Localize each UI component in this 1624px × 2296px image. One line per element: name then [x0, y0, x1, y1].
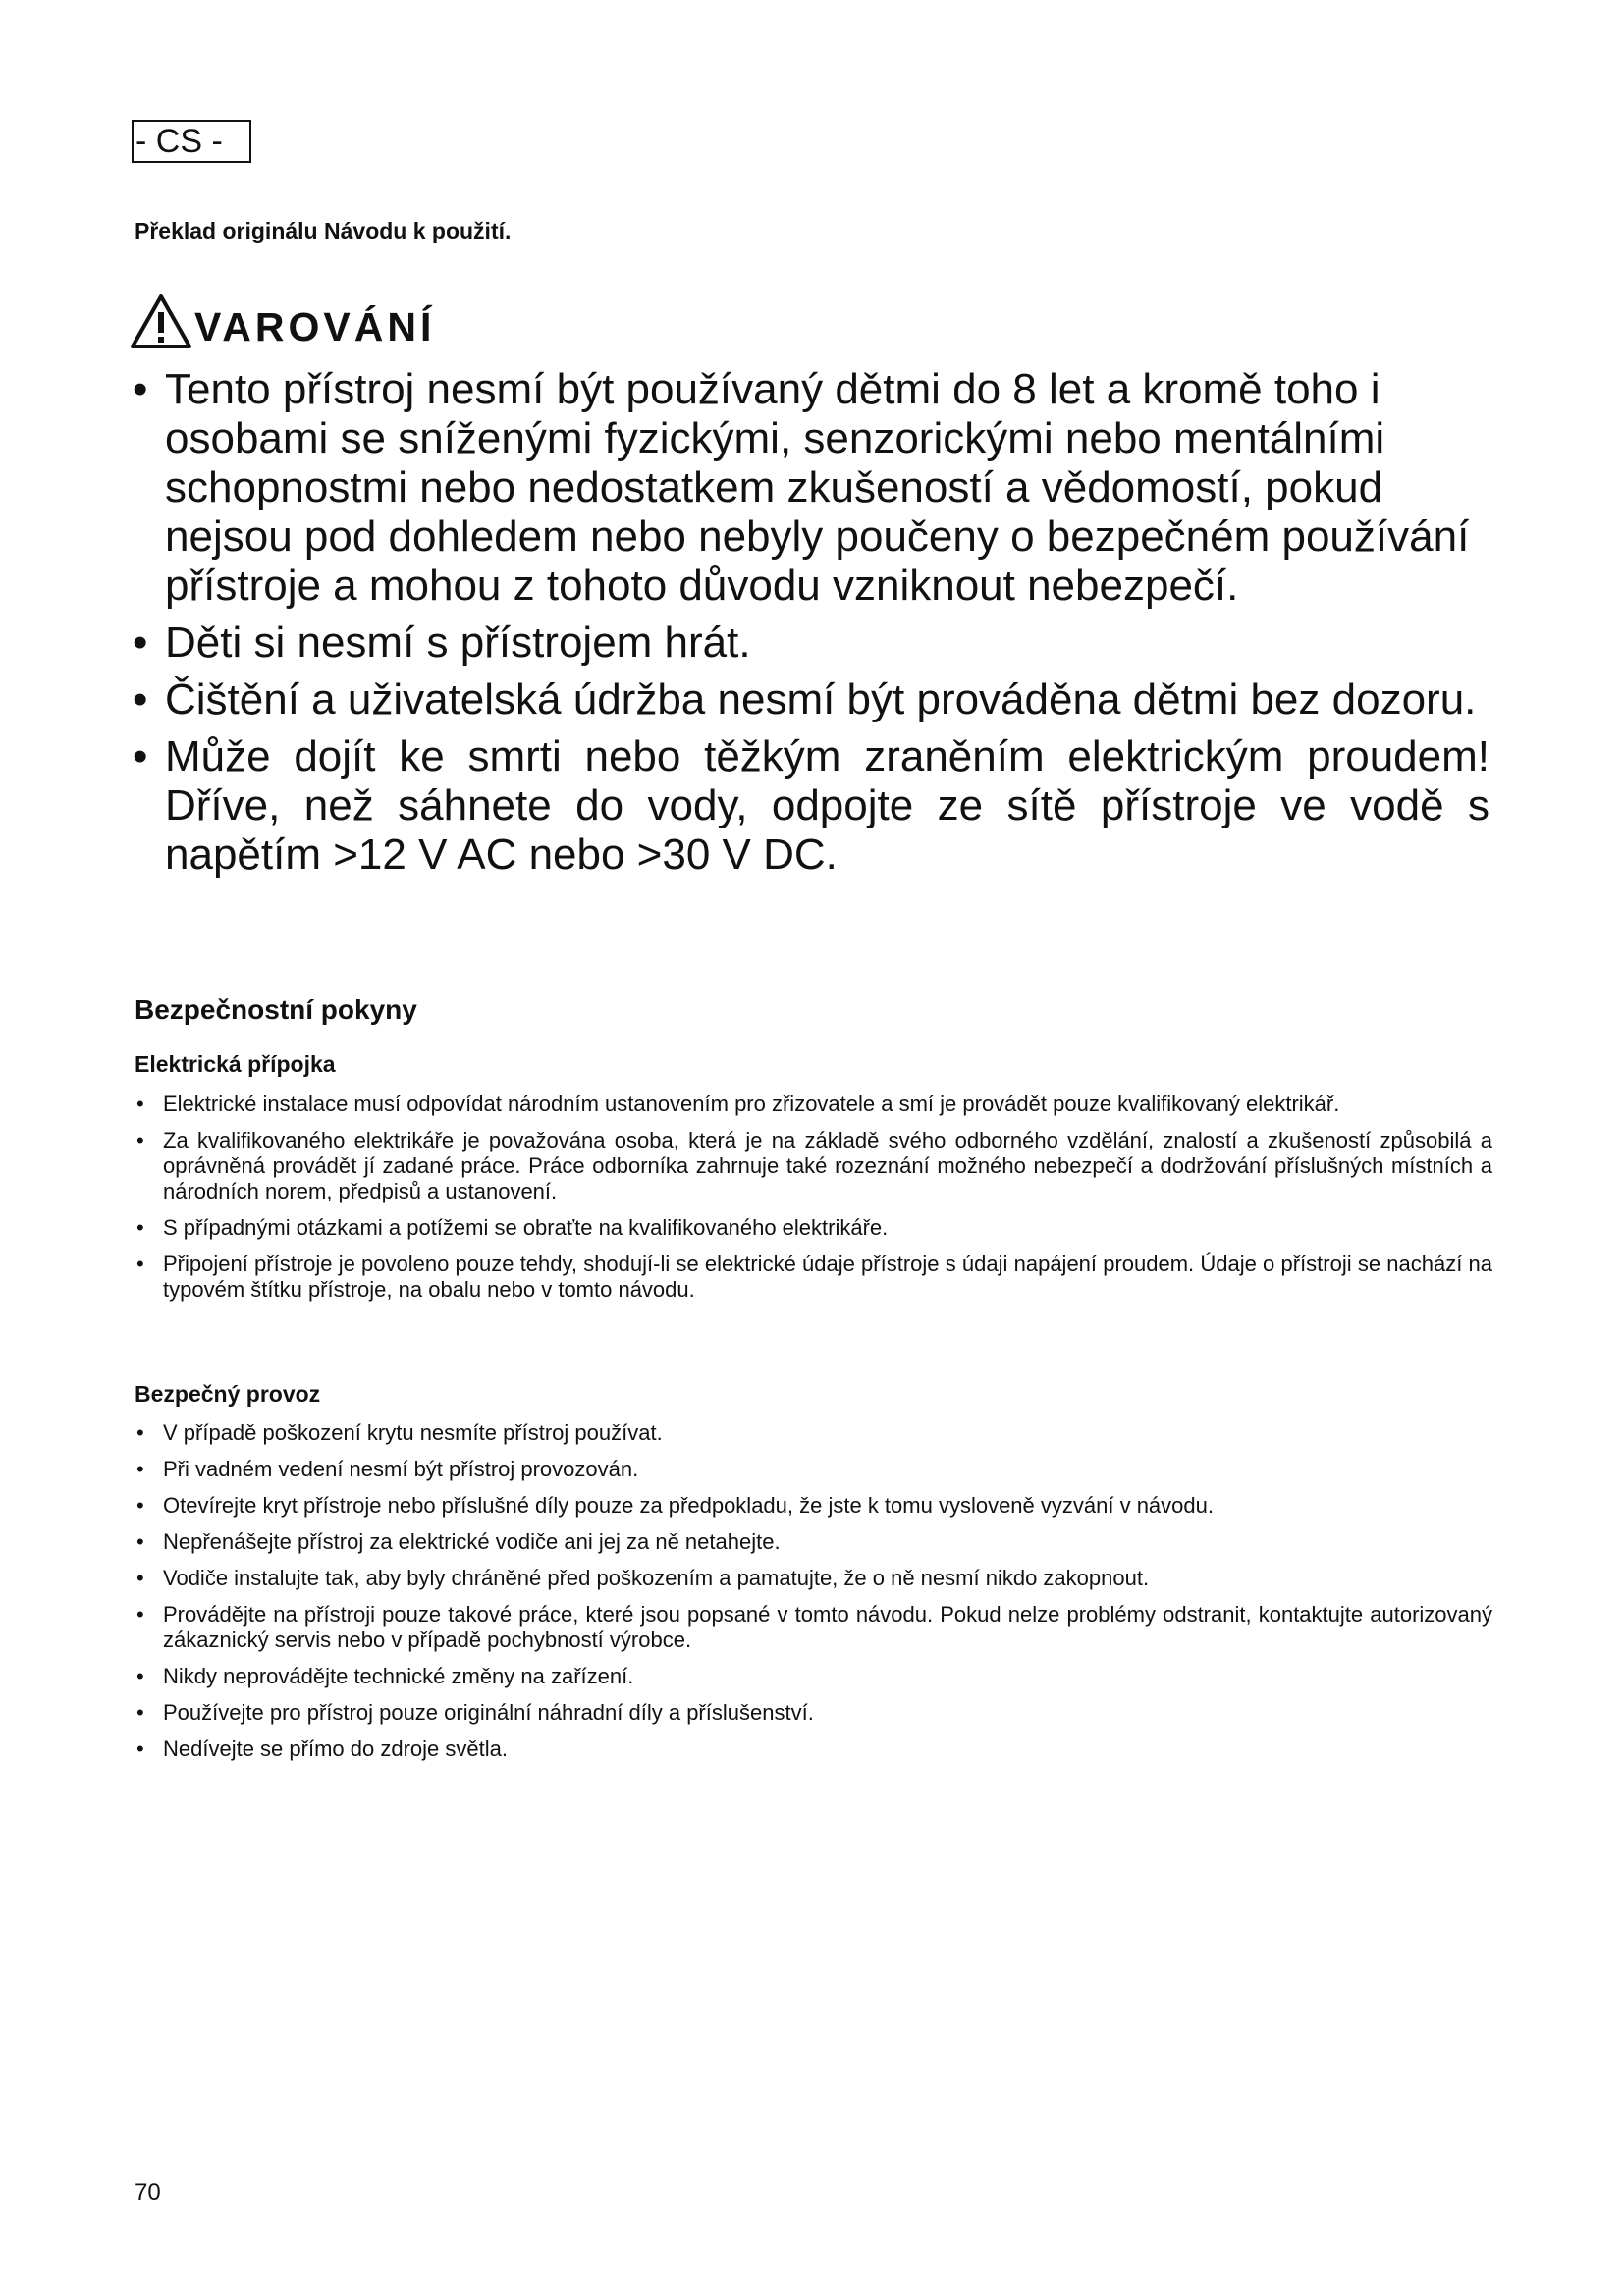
operation-subsection-title: Bezpečný provoz [135, 1381, 321, 1407]
list-item: • Otevírejte kryt přístroje nebo příslušné díly pouze za předpokladu, že jste k tomu vysloveně vyzvání v návodu. [136, 1493, 1214, 1518]
list-item: • Za kvalifikovaného elektrikáře je považována osoba, která je na základě svého odborného vzdělání, znalostí a zkušeností způsobilá a oprávněná provádět jí zadané práce. Práce odborníka zahrnuje také rozeznání možného nebezpečí a dodržování příslušných místních a národních norem, předpisů a ustanovení. [136, 1128, 1492, 1203]
warning-triangle-icon [130, 294, 192, 350]
page-number: 70 [135, 2179, 161, 2206]
list-item: • S případnými otázkami a potížemi se obraťte na kvalifikovaného elektrikáře. [136, 1215, 889, 1240]
operation-list [135, 1420, 1492, 1773]
language-tag: - CS - [132, 120, 251, 163]
list-item: • Připojení přístroje je povoleno pouze tehdy, shodují-li se elektrické údaje přístroje s údaji napájení proudem. Údaje o přístroji se nachází na typovém štítku přístroje, na obalu nebo v tomto návodu. [136, 1252, 1492, 1302]
warning-item: • Tento přístroj nesmí být používaný dětmi do 8 let a kromě toho i osobami se sníženými fyzickými, senzorickými nebo mentálními schopnostmi nebo nedostatkem zkušeností a vědomostí, pokud nejsou pod dohledem nebo nebyly poučeny o bezpečném používání přístroje a mohou z tohoto důvodu vzniknout nebezpečí. [133, 365, 1470, 610]
list-item: • Provádějte na přístroji pouze takové práce, které jsou popsané v tomto návodu. Pokud nelze problémy odstranit, kontaktujte autorizovaný zákaznický servis nebo v případě pochybností výrobce. [136, 1602, 1492, 1652]
list-item: • Při vadném vedení nesmí být přístroj provozován. [136, 1457, 639, 1481]
warning-item: • Čištění a uživatelská údržba nesmí být prováděna dětmi bez dozoru. [133, 675, 1477, 723]
warning-item: • Může dojít ke smrti nebo těžkým zraněním elektrickým proudem! Dříve, než sáhnete do vody, odpojte ze sítě přístroje ve vodě s napětím >12 V AC nebo >30 V DC. [133, 732, 1489, 879]
list-item: • Nikdy neprovádějte technické změny na zařízení. [136, 1664, 634, 1688]
list-item: • Používejte pro přístroj pouze originální náhradní díly a příslušenství. [136, 1700, 814, 1725]
list-item: • V případě poškození krytu nesmíte přístroj používat. [136, 1420, 663, 1445]
list-item: • Vodiče instalujte tak, aby byly chráněné před poškozením a pamatujte, že o ně nesmí nikdo zakopnout. [136, 1566, 1150, 1590]
electrical-subsection-title: Elektrická přípojka [135, 1051, 336, 1077]
list-item: • Nedívejte se přímo do zdroje světla. [136, 1736, 508, 1761]
translation-note: Překlad originálu Návodu k použití. [135, 218, 512, 243]
list-item: • Elektrické instalace musí odpovídat národním ustanovením pro zřizovatele a smí je provádět pouze kvalifikovaný elektrikář. [136, 1092, 1340, 1116]
warning-header [130, 288, 435, 350]
warning-list [130, 365, 1489, 887]
list-item: • Nepřenášejte přístroj za elektrické vodiče ani jej za ně netahejte. [136, 1529, 781, 1554]
warning-item: • Děti si nesmí s přístrojem hrát. [133, 618, 751, 667]
warning-title: VAROVÁNÍ [194, 304, 436, 349]
safety-section-title: Bezpečnostní pokyny [135, 994, 417, 1025]
electrical-list [135, 1092, 1492, 1313]
